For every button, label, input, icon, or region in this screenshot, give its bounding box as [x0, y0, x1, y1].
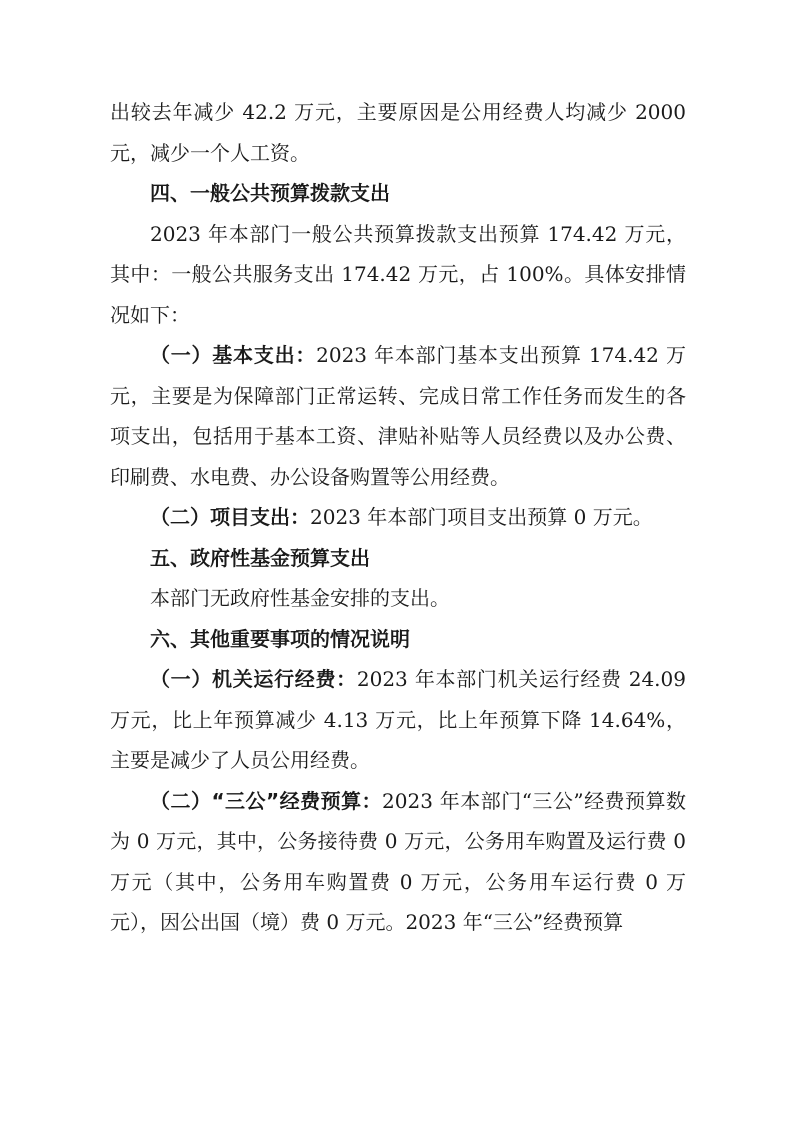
heading-other-matters: 六、其他重要事项的情况说明: [150, 626, 410, 651]
document-body: [110, 92, 686, 943]
paragraph-general-budget: 2023 年本部门一般公共预算拨款支出预算 174.42 万元，其中：一般公共服务支出 174.42 万元，占 100%。具体安排情况如下：: [110, 221, 686, 327]
basic-expenditure-text: 2023 年本部门基本支出预算 174.42 万元，主要是为保障部门正常运转、完成日常工作任务而发生的各项支出，包括用于基本工资、津贴补贴等人员经费以及办公费、印刷费、水电费、办公设备购置等公用经费。: [110, 343, 687, 489]
basic-expenditure-lead: （一）基本支出：: [150, 343, 317, 367]
operation-funds-text: 2023 年本部门机关运行经费 24.09 万元，比上年预算减少 4.13 万元，比上年预算下降 14.64%，主要是减少了人员公用经费。: [110, 667, 686, 772]
three-public-funds-lead: （二）“三公”经费预算：: [150, 788, 383, 813]
heading-fund-budget: 五、政府性基金预算支出: [150, 545, 370, 570]
paragraph-three-public-funds: [110, 781, 686, 943]
paragraph-operation-funds: [110, 659, 686, 781]
paragraph-fund-budget: 本部门无政府性基金安排的支出。: [150, 586, 450, 610]
heading-general-budget: 四、一般公共预算拨款支出: [150, 181, 390, 205]
project-expenditure-lead: （二）项目支出：: [150, 505, 310, 529]
paragraph-project-expenditure: [110, 497, 686, 538]
project-expenditure-text: 2023 年本部门项目支出预算 0 万元。: [310, 505, 653, 529]
paragraph-basic-expenditure: [110, 335, 686, 497]
three-public-funds-text: 2023 年本部门“三公”经费预算数为 0 万元，其中，公务接待费 0 万元，公务用车购置及运行费 0 万元（其中，公务用车购置费 0 万元，公务用车运行费 0 万元），因公出国（境）费 0 万元。2023 年“三公”经费预算: [110, 788, 686, 934]
operation-funds-lead: （一）机关运行经费：: [150, 667, 357, 691]
paragraph-continuation: 出较去年减少 42.2 万元，主要原因是公用经费人均减少 2000 元，减少一个人工资。: [110, 100, 686, 165]
